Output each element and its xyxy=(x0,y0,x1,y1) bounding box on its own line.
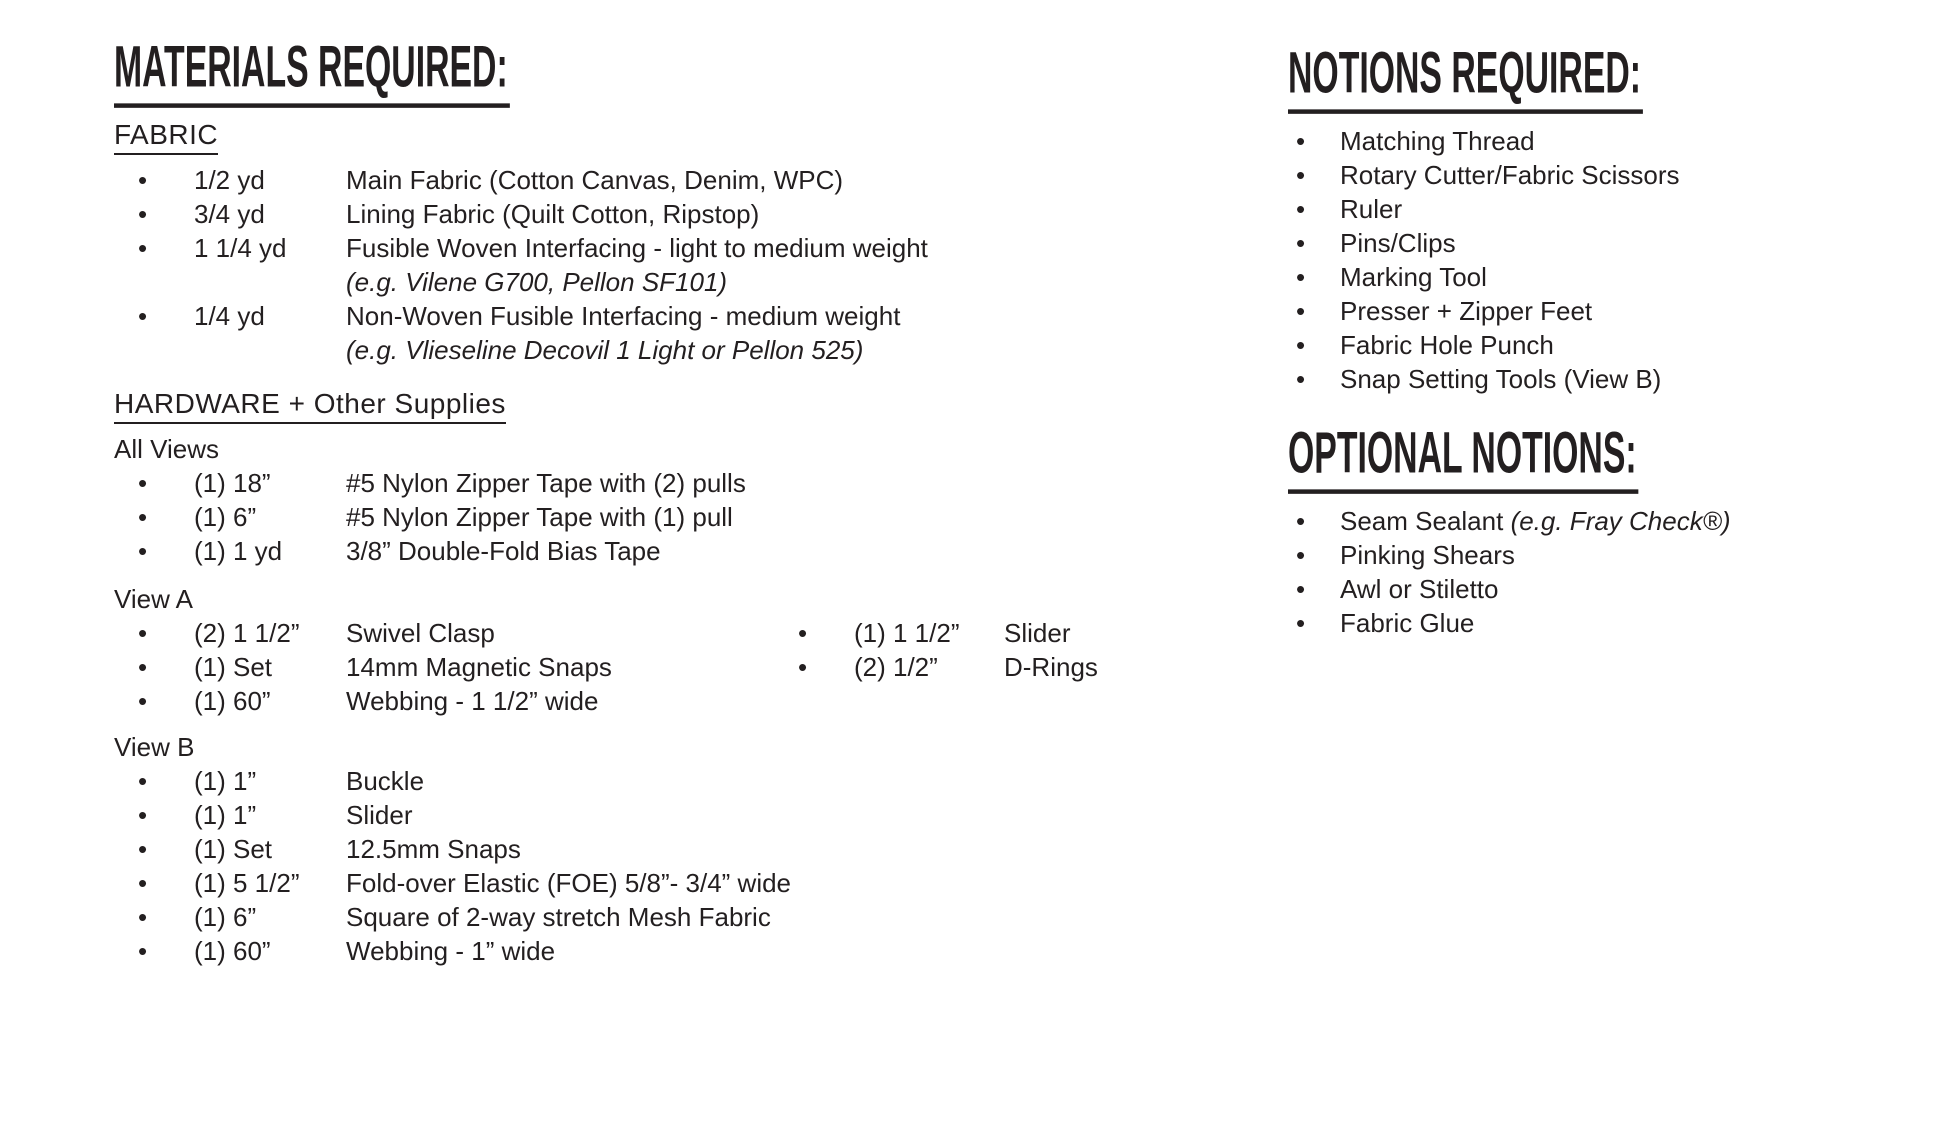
item-text-main: Fabric Glue xyxy=(1340,608,1475,638)
item-description: Non-Woven Fusible Interfacing - medium weight xyxy=(346,301,901,331)
item-quantity: (1) Set xyxy=(194,652,273,682)
bullet-icon: • xyxy=(138,301,148,331)
item-text: Matching Thread xyxy=(1340,126,1535,156)
bullet-icon: • xyxy=(138,199,148,229)
list-item xyxy=(786,650,1184,684)
bullet-icon: • xyxy=(1296,262,1306,292)
item-quantity: 1/4 yd xyxy=(194,301,265,331)
item-description: Slider xyxy=(346,800,413,830)
spacer xyxy=(114,570,1184,582)
list-item xyxy=(114,197,1184,231)
item-text-main: Seam Sealant xyxy=(1340,506,1511,536)
fabric-heading: FABRIC xyxy=(114,118,218,155)
view-a-left-list xyxy=(114,616,786,718)
bullet-icon: • xyxy=(798,652,808,682)
item-description: 12.5mm Snaps xyxy=(346,834,521,864)
optional-notions-list xyxy=(1288,504,1868,640)
view-b-label: View B xyxy=(114,732,195,762)
item-quantity: (1) 1” xyxy=(194,766,257,796)
bullet-icon: • xyxy=(138,902,148,932)
notions-section xyxy=(1288,41,1868,640)
item-text: Rotary Cutter/Fabric Scissors xyxy=(1340,160,1680,190)
list-item xyxy=(1288,260,1868,294)
item-text: Marking Tool xyxy=(1340,262,1487,292)
list-item xyxy=(1288,294,1868,328)
item-description: Webbing - 1 1/2” wide xyxy=(346,686,599,716)
list-item xyxy=(114,466,1184,500)
list-item xyxy=(1288,606,1868,640)
bullet-icon: • xyxy=(1296,228,1306,258)
bullet-icon: • xyxy=(1296,160,1306,190)
bullet-icon: • xyxy=(1296,126,1306,156)
item-description: Main Fabric (Cotton Canvas, Denim, WPC) xyxy=(346,165,844,195)
item-description: Buckle xyxy=(346,766,425,796)
item-description: #5 Nylon Zipper Tape with (2) pulls xyxy=(346,468,746,498)
notions-title-text: NOTIONS REQUIRED: xyxy=(1288,42,1643,114)
item-description: Fusible Woven Interfacing - light to medium weight xyxy=(346,233,928,263)
all-views-label: All Views xyxy=(114,434,220,464)
list-item xyxy=(114,832,1184,866)
item-description: Webbing - 1” wide xyxy=(346,936,556,966)
bullet-icon: • xyxy=(1296,364,1306,394)
list-item xyxy=(1288,328,1868,362)
list-item xyxy=(114,650,786,684)
item-description: Square of 2-way stretch Mesh Fabric xyxy=(346,902,771,932)
item-quantity: (1) 1” xyxy=(194,800,257,830)
view-a-grid xyxy=(114,616,1184,718)
item-description: D-Rings xyxy=(1004,652,1098,682)
item-quantity: (1) 1 1/2” xyxy=(854,618,960,648)
list-item xyxy=(1288,226,1868,260)
list-item xyxy=(1288,504,1868,538)
fabric-list xyxy=(114,163,1184,367)
list-item xyxy=(114,934,1184,968)
item-quantity: 1/2 yd xyxy=(194,165,265,195)
list-item xyxy=(114,900,1184,934)
materials-section xyxy=(114,35,1184,970)
bullet-icon: • xyxy=(138,686,148,716)
bullet-icon: • xyxy=(138,800,148,830)
item-text xyxy=(1340,606,1732,640)
item-description: Swivel Clasp xyxy=(346,618,495,648)
item-text: Fabric Hole Punch xyxy=(1340,330,1554,360)
view-a-label: View A xyxy=(114,584,194,614)
item-text: Presser + Zipper Feet xyxy=(1340,296,1593,326)
bullet-icon: • xyxy=(138,536,148,566)
list-item xyxy=(1288,362,1868,396)
bullet-icon: • xyxy=(1296,296,1306,326)
bullet-icon: • xyxy=(138,652,148,682)
list-item xyxy=(114,866,1184,900)
item-quantity: (1) Set xyxy=(194,834,273,864)
item-quantity: (1) 18” xyxy=(194,468,271,498)
item-note: (e.g. Vilene G700, Pellon SF101) xyxy=(346,267,728,297)
bullet-icon: • xyxy=(138,233,148,263)
list-item xyxy=(114,163,1184,197)
bullet-icon: • xyxy=(1296,574,1306,604)
bullet-icon: • xyxy=(138,502,148,532)
item-text: Snap Setting Tools (View B) xyxy=(1340,364,1662,394)
list-item xyxy=(1288,572,1868,606)
all-views-list xyxy=(114,466,1184,568)
item-note: (e.g. Fray Check®) xyxy=(1510,506,1731,536)
notions-title xyxy=(1288,41,1868,110)
spacer xyxy=(114,369,1184,387)
list-item xyxy=(114,534,1184,568)
list-item xyxy=(1288,538,1868,572)
view-a-right-list xyxy=(786,616,1184,718)
bullet-icon: • xyxy=(1296,506,1306,536)
list-item xyxy=(114,764,1184,798)
item-text xyxy=(1340,538,1732,572)
item-description: Slider xyxy=(1004,618,1071,648)
bullet-icon: • xyxy=(138,618,148,648)
bullet-icon: • xyxy=(798,618,808,648)
list-item xyxy=(786,616,1184,650)
item-quantity: (1) 60” xyxy=(194,686,271,716)
bullet-icon: • xyxy=(1296,330,1306,360)
list-item xyxy=(114,299,1184,333)
spacer xyxy=(114,718,1184,730)
item-quantity: (1) 6” xyxy=(194,502,257,532)
item-text: Pins/Clips xyxy=(1340,228,1456,258)
bullet-icon: • xyxy=(138,766,148,796)
item-quantity: (1) 6” xyxy=(194,902,257,932)
item-text-main: Pinking Shears xyxy=(1340,540,1515,570)
bullet-icon: • xyxy=(138,936,148,966)
optional-notions-title xyxy=(1288,421,1868,490)
item-text xyxy=(1340,572,1732,606)
item-text-main: Awl or Stiletto xyxy=(1340,574,1499,604)
item-description: 14mm Magnetic Snaps xyxy=(346,652,612,682)
item-quantity: (1) 60” xyxy=(194,936,271,966)
item-quantity: 3/4 yd xyxy=(194,199,265,229)
item-description: Fold-over Elastic (FOE) 5/8”- 3/4” wide xyxy=(346,868,792,898)
item-quantity: (1) 1 yd xyxy=(194,536,283,566)
item-description: Lining Fabric (Quilt Cotton, Ripstop) xyxy=(346,199,760,229)
view-b-list xyxy=(114,764,1184,968)
item-quantity: (2) 1/2” xyxy=(854,652,938,682)
item-description: #5 Nylon Zipper Tape with (1) pull xyxy=(346,502,733,532)
materials-title-text: MATERIALS REQUIRED: xyxy=(114,36,510,108)
bullet-icon: • xyxy=(1296,194,1306,224)
notions-list xyxy=(1288,124,1868,396)
list-item xyxy=(114,616,786,650)
list-item xyxy=(1288,192,1868,226)
list-item xyxy=(114,500,1184,534)
bullet-icon: • xyxy=(138,868,148,898)
list-item xyxy=(114,684,786,718)
bullet-icon: • xyxy=(1296,608,1306,638)
bullet-icon: • xyxy=(138,468,148,498)
item-description: 3/8” Double-Fold Bias Tape xyxy=(346,536,661,566)
list-item xyxy=(1288,158,1868,192)
item-quantity: (2) 1 1/2” xyxy=(194,618,300,648)
bullet-icon: • xyxy=(1296,540,1306,570)
item-text xyxy=(1340,504,1732,538)
bullet-icon: • xyxy=(138,834,148,864)
item-quantity: 1 1/4 yd xyxy=(194,233,287,263)
hardware-heading: HARDWARE + Other Supplies xyxy=(114,387,506,424)
optional-notions-title-text: OPTIONAL NOTIONS: xyxy=(1288,422,1639,494)
list-item xyxy=(1288,124,1868,158)
item-quantity: (1) 5 1/2” xyxy=(194,868,300,898)
bullet-icon: • xyxy=(138,165,148,195)
item-note: (e.g. Vlieseline Decovil 1 Light or Pellon 525) xyxy=(346,335,864,365)
list-item xyxy=(114,231,1184,265)
list-item xyxy=(114,798,1184,832)
materials-title xyxy=(114,35,1184,104)
item-text: Ruler xyxy=(1340,194,1403,224)
